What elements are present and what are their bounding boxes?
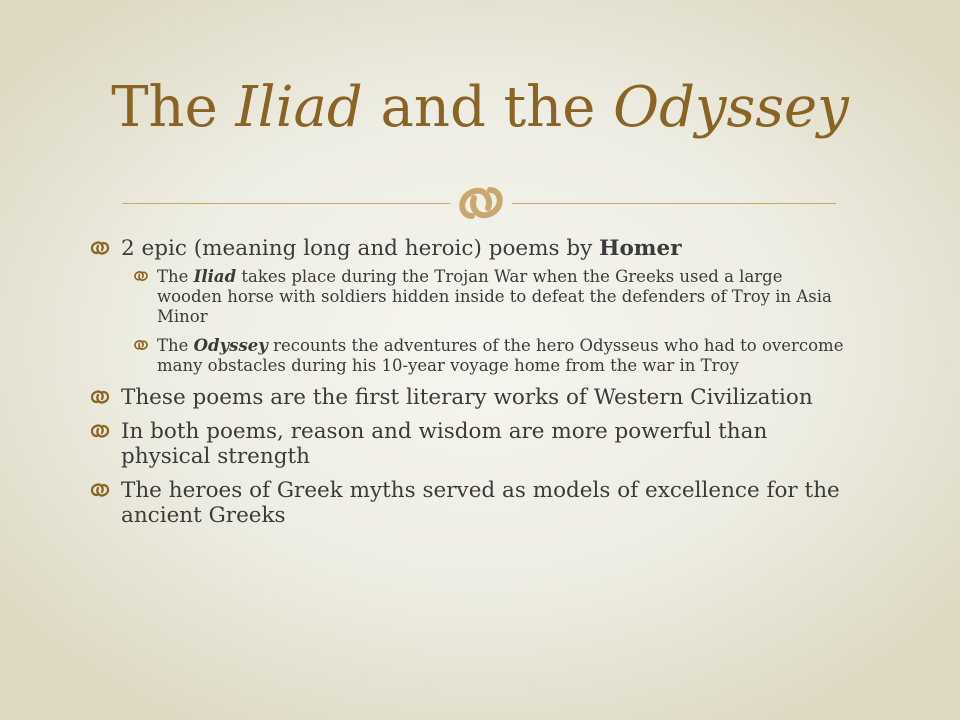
title-text-2: and the (362, 75, 614, 140)
sub-bullet-text: The (157, 336, 194, 355)
bullet-icon (88, 238, 112, 258)
title-odyssey: Odyssey (613, 75, 849, 140)
bullet-bold-homer: Homer (599, 236, 682, 261)
list-item (132, 336, 848, 376)
bullet-list (88, 236, 848, 537)
bullet-icon (132, 268, 150, 284)
sub-bullet-em-iliad: Iliad (193, 267, 237, 286)
title-iliad: Iliad (235, 75, 363, 140)
sub-bullet-em-odyssey: Odyssey (193, 336, 268, 355)
bullet-icon (132, 337, 150, 353)
bullet-text: The heroes of Greek myths served as models of excellence for the ancient Greeks (121, 478, 840, 528)
title-divider-left (122, 203, 450, 204)
list-item (88, 385, 848, 410)
slide-title (0, 68, 960, 148)
ornament-icon (450, 176, 512, 230)
bullet-icon (88, 480, 112, 500)
sub-bullet-text: The (157, 267, 194, 286)
sub-bullet-text-rest: recounts the adventures of the hero Odysseus who had to overcome many obstacles during his 10-year voyage home from the war in Troy (157, 336, 844, 375)
title-divider-right (512, 203, 836, 204)
list-item (88, 236, 848, 261)
title-text-1: The (111, 75, 236, 140)
bullet-text: 2 epic (meaning long and heroic) poems by (121, 236, 600, 261)
list-item (132, 267, 848, 327)
list-item (88, 478, 848, 528)
list-item (88, 419, 848, 469)
bullet-icon (88, 421, 112, 441)
bullet-text: These poems are the first literary works of Western Civilization (121, 385, 813, 410)
bullet-icon (88, 387, 112, 407)
sub-bullet-text-rest: takes place during the Trojan War when the Greeks used a large wooden horse with soldiers hidden inside to defeat the defenders of Troy in Asia Minor (157, 267, 832, 326)
bullet-text: In both poems, reason and wisdom are more powerful than physical strength (121, 419, 768, 469)
